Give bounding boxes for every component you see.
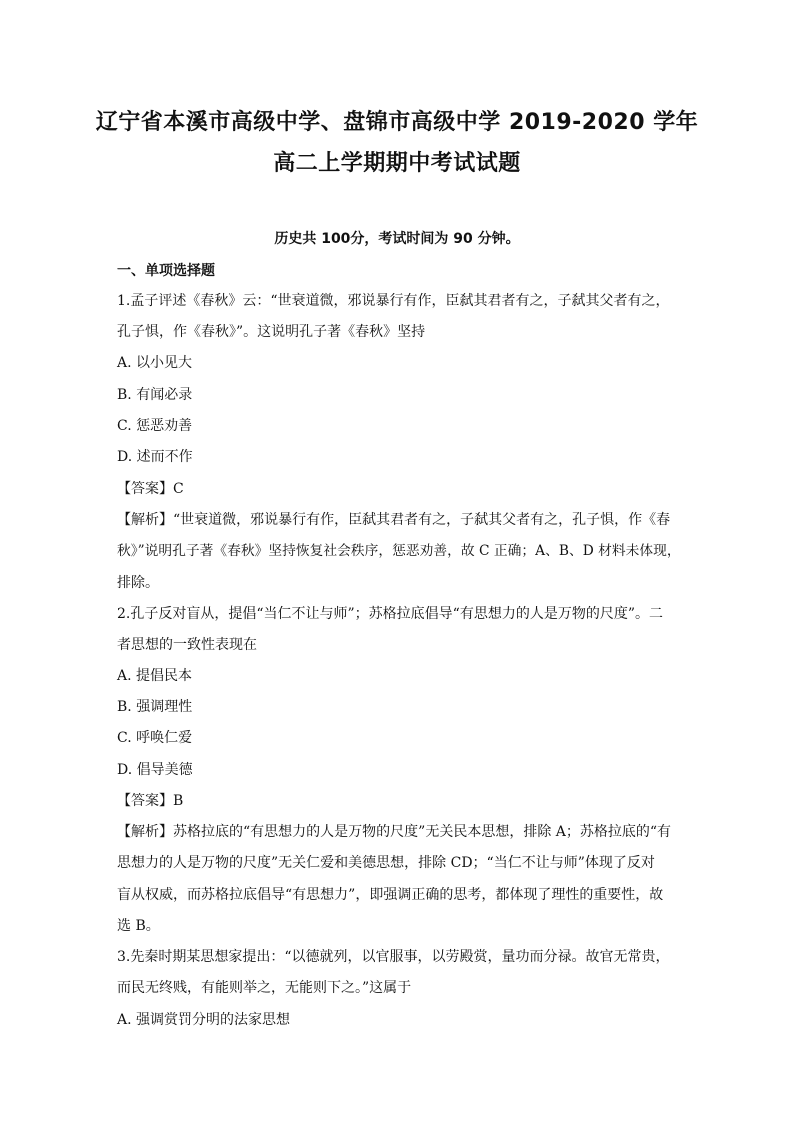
q2-analysis-line-4: 选 B。 — [117, 918, 160, 934]
section-heading: 一、单项选择题 — [117, 263, 215, 279]
q1-option-d: D. 述而不作 — [117, 449, 193, 465]
q2-option-d: D. 倡导美德 — [117, 762, 193, 778]
q2-answer: 【答案】B — [117, 793, 184, 809]
exam-info: 历史共 100分，考试时间为 90 分钟。 — [274, 231, 520, 247]
q2-analysis-line-2: 思想力的人是万物的尺度”无关仁爱和美德思想，排除 CD；“当仁不让与师”体现了反对 — [117, 855, 655, 871]
q2-analysis-line-1: 【解析】苏格拉底的“有思想力的人是万物的尺度”无关民本思想，排除 A；苏格拉底的“有 — [117, 824, 672, 840]
q1-option-b: B. 有闻必录 — [117, 387, 193, 403]
q1-analysis-line-1: 【解析】“世衰道微，邪说暴行有作，臣弑其君者有之，子弑其父者有之，孔子惧，作《春 — [117, 512, 671, 528]
q2-option-c: C. 呼唤仁爱 — [117, 730, 193, 746]
q1-stem-line-2: 孔子惧，作《春秋》”。这说明孔子著《春秋》坚持 — [117, 324, 426, 340]
q2-analysis-line-3: 盲从权威，而苏格拉底倡导“有思想力”，即强调正确的思考，都体现了理性的重要性，故 — [117, 887, 664, 903]
q3-stem-line-1: 3.先秦时期某思想家提出：“以德就列，以官服事，以劳殿赏，量功而分禄。故官无常贵， — [117, 949, 670, 965]
q2-option-a: A. 提倡民本 — [117, 668, 193, 684]
q3-stem-line-2: 而民无终贱，有能则举之，无能则下之。”这属于 — [117, 980, 412, 996]
q2-option-b: B. 强调理性 — [117, 699, 193, 715]
q2-stem-line-2: 者思想的一致性表现在 — [117, 637, 257, 653]
document-title-line-2: 高二上学期期中考试试题 — [273, 151, 521, 176]
q1-answer: 【答案】C — [117, 481, 184, 497]
q1-stem-line-1: 1.孟子评述《春秋》云：“世衰道微，邪说暴行有作，臣弑其君者有之，子弑其父者有之， — [117, 293, 670, 309]
q2-stem-line-1: 2.孔子反对盲从，提倡“当仁不让与师”；苏格拉底倡导“有思想力的人是万物的尺度”。二 — [117, 606, 663, 622]
q1-option-a: A. 以小见大 — [117, 355, 193, 371]
q1-analysis-line-2: 秋》”说明孔子著《春秋》坚持恢复社会秩序，惩恶劝善，故 C 正确；A、B、D 材料未体现， — [117, 543, 681, 559]
q3-option-a: A. 强调赏罚分明的法家思想 — [117, 1012, 291, 1028]
q1-option-c: C. 惩恶劝善 — [117, 418, 193, 434]
q1-analysis-line-3: 排除。 — [117, 575, 159, 591]
document-title-line-1: 辽宁省本溪市高级中学、盘锦市高级中学 2019-2020 学年 — [95, 110, 699, 135]
